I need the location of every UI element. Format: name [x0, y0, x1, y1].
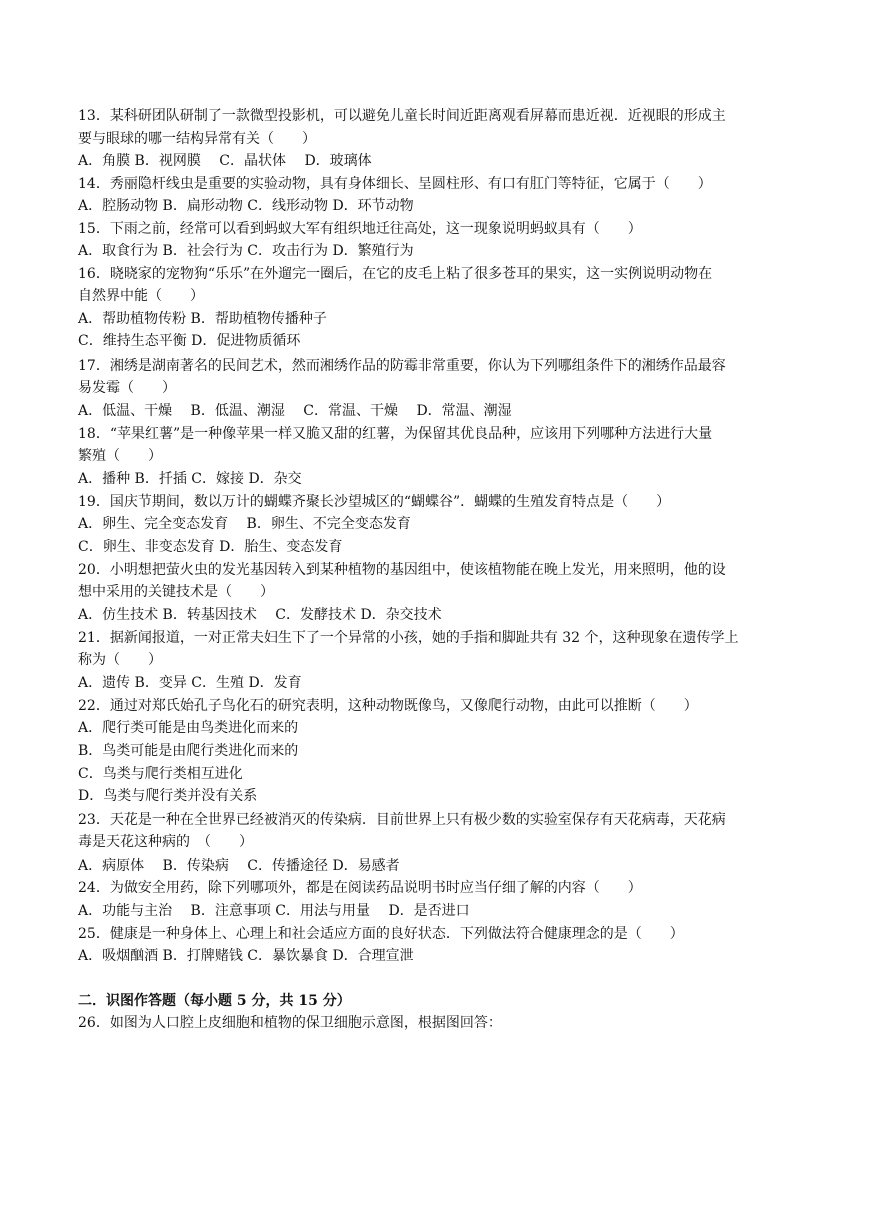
- question-23-line-2: 毒是天花这种病的 （ ）: [78, 834, 253, 850]
- question-22-option-d: D．鸟类与爬行类并没有关系: [78, 788, 258, 804]
- question-19-stem: 19．国庆节期间，数以万计的蝴蝶齐聚长沙望城区的“蝴蝶谷”．蝴蝶的生殖发育特点是（ ）: [78, 494, 671, 510]
- question-13-line-1: 13．某科研团队研制了一款微型投影机，可以避免儿童长时间近距离观看屏幕而患近视．近视眼的形成主: [78, 108, 726, 124]
- question-22-stem: 22．通过对郑氏始孔子鸟化石的研究表明，这种动物既像鸟，又像爬行动物，由此可以推断（ ）: [78, 698, 698, 714]
- question-22-option-b: B．鸟类可能是由爬行类进化而来的: [78, 743, 299, 759]
- question-20-options: A．仿生技术 B．转基因技术 C．发酵技术 D．杂交技术: [78, 607, 442, 623]
- question-13-options: A．角膜 B．视网膜 C．晶状体 D．玻璃体: [78, 153, 372, 169]
- question-21-line-1: 21．据新闻报道，一对正常夫妇生下了一个异常的小孩，她的手指和脚趾共有 32 个，这种现象在遗传学上: [78, 630, 739, 646]
- question-16-line-1: 16．晓晓家的宠物狗“乐乐”在外遛完一圈后，在它的皮毛上粘了很多苍耳的果实，这一实例说明动物在: [78, 266, 713, 282]
- question-16-options-1: A．帮助植物传粉 B．帮助植物传播种子: [78, 311, 327, 327]
- question-14-stem: 14．秀丽隐杆线虫是重要的实验动物，具有身体细长、呈圆柱形、有口有肛门等特征，它属于（ ）: [78, 176, 712, 192]
- question-18-line-2: 繁殖（ ）: [78, 448, 162, 464]
- question-18-line-1: 18．“苹果红薯”是一种像苹果一样又脆又甜的红薯，为保留其优良品种，应该用下列哪种方法进行大量: [78, 426, 713, 442]
- question-24-stem: 24．为做安全用药，除下列哪项外，都是在阅读药品说明书时应当仔细了解的内容（ ）: [78, 880, 642, 896]
- question-18-options: A．播种 B．扦插 C．嫁接 D．杂交: [78, 471, 302, 487]
- question-17-line-2: 易发霉（ ）: [78, 380, 176, 396]
- question-14-options: A．腔肠动物 B．扁形动物 C．线形动物 D．环节动物: [78, 198, 414, 214]
- question-23-line-1: 23．天花是一种在全世界已经被消灭的传染病．目前世界上只有极少数的实验室保存有天花病毒，天花病: [78, 812, 726, 828]
- question-17-options: A．低温、干燥 B．低温、潮湿 C．常温、干燥 D．常温、潮湿: [78, 403, 512, 419]
- question-20-line-1: 20．小明想把萤火虫的发光基因转入到某种植物的基因组中，使该植物能在晚上发光，用来照明，他的设: [78, 562, 726, 578]
- question-19-options-2: C．卵生、非变态发育 D．胎生、变态发育: [78, 539, 343, 555]
- question-25-options: A．吸烟酗酒 B．打牌赌钱 C．暴饮暴食 D．合理宣泄: [78, 948, 414, 964]
- question-17-line-1: 17．湘绣是湖南著名的民间艺术，然而湘绣作品的防霉非常重要，你认为下列哪组条件下的湘绣作品最容: [78, 358, 726, 374]
- question-20-line-2: 想中采用的关键技术是（ ）: [78, 584, 274, 600]
- question-21-options: A．遗传 B．变异 C．生殖 D．发育: [78, 675, 302, 691]
- question-22-option-a: A．爬行类可能是由鸟类进化而来的: [78, 720, 299, 736]
- question-22-option-c: C．鸟类与爬行类相互进化: [78, 766, 243, 782]
- question-23-options: A．病原体 B．传染病 C．传播途径 D．易感者: [78, 858, 400, 874]
- question-26-stem: 26．如图为人口腔上皮细胞和植物的保卫细胞示意图，根据图回答：: [78, 1015, 502, 1031]
- question-25-stem: 25．健康是一种身体上、心理上和社会适应方面的良好状态．下列做法符合健康理念的是（ ）: [78, 926, 684, 942]
- question-21-line-2: 称为（ ）: [78, 652, 162, 668]
- question-16-options-2: C．维持生态平衡 D．促进物质循环: [78, 333, 301, 349]
- question-15-options: A．取食行为 B．社会行为 C．攻击行为 D．繁殖行为: [78, 243, 414, 259]
- question-19-options-1: A．卵生、完全变态发育 B．卵生、不完全变态发育: [78, 516, 411, 532]
- question-13-line-2: 要与眼球的哪一结构异常有关（ ）: [78, 131, 316, 147]
- question-16-line-2: 自然界中能（ ）: [78, 288, 204, 304]
- question-15-stem: 15．下雨之前，经常可以看到蚂蚁大军有组织地迁往高处，这一现象说明蚂蚁具有（ ）: [78, 221, 642, 237]
- question-24-options: A．功能与主治 B．注意事项 C．用法与用量 D．是否进口: [78, 903, 470, 919]
- section-title: 二．识图作答题（每小题 5 分，共 15 分）: [78, 993, 351, 1009]
